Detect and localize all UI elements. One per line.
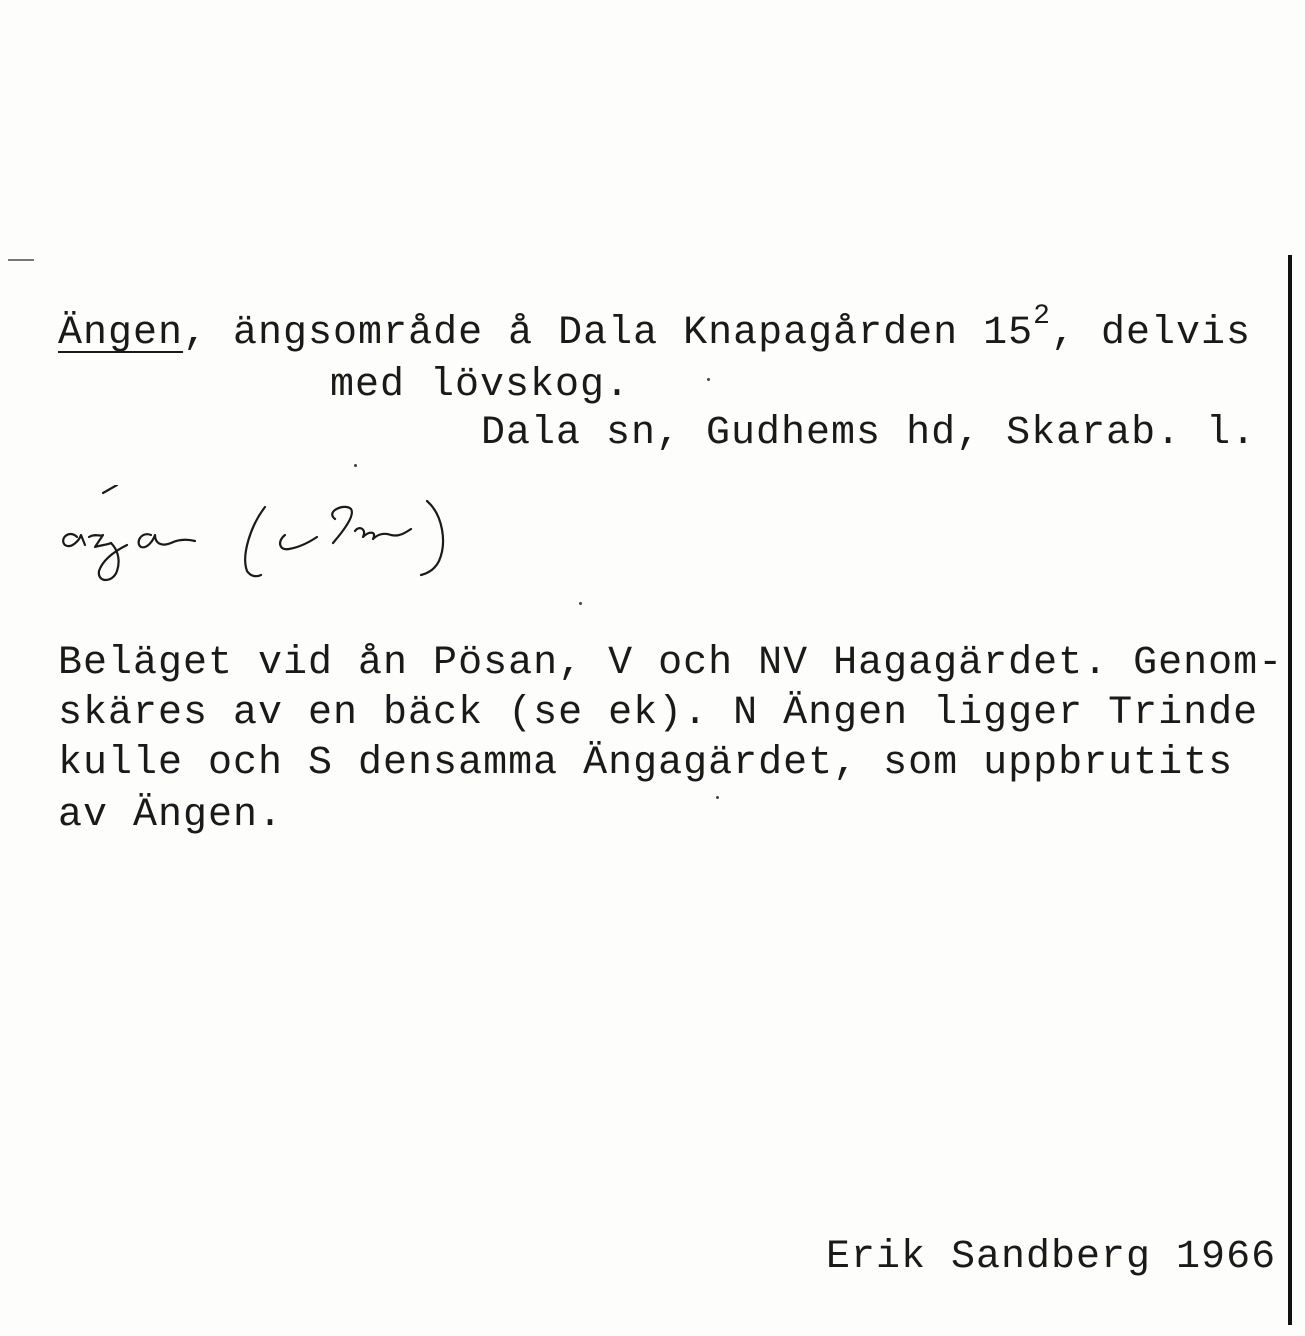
card-edge-line [1288, 255, 1292, 1325]
margin-tick [8, 259, 34, 261]
headword: Ängen [58, 311, 184, 356]
entry-line-1 [58, 300, 1252, 358]
description-line-1: Beläget vid ån Pösan, V och NV Hagagärdet. Genom- [58, 641, 1284, 686]
description-line-3: kulle och S densamma Ängagärdet, som uppbrutits [58, 741, 1234, 786]
definition-part-a: , ängsområde å Dala Knapagården 15 [183, 311, 1034, 356]
paper-speck [579, 602, 582, 605]
signature: Erik Sandberg 1966 [826, 1235, 1277, 1280]
definition-superscript: 2 [1033, 300, 1051, 332]
entry-line-2: med lövskog. [330, 363, 631, 408]
description-line-2: skäres av en bäck (se ek). N Ängen ligger Trinde [58, 691, 1259, 736]
paper-speck [716, 796, 719, 799]
paper-speck [707, 378, 710, 381]
description-line-4: av Ängen. [58, 793, 284, 838]
paper-speck [354, 464, 357, 467]
handwritten-pronunciation [55, 485, 475, 595]
definition-part-b: , delvis [1050, 311, 1252, 356]
location-line: Dala sn, Gudhems hd, Skarab. l. [481, 411, 1257, 456]
